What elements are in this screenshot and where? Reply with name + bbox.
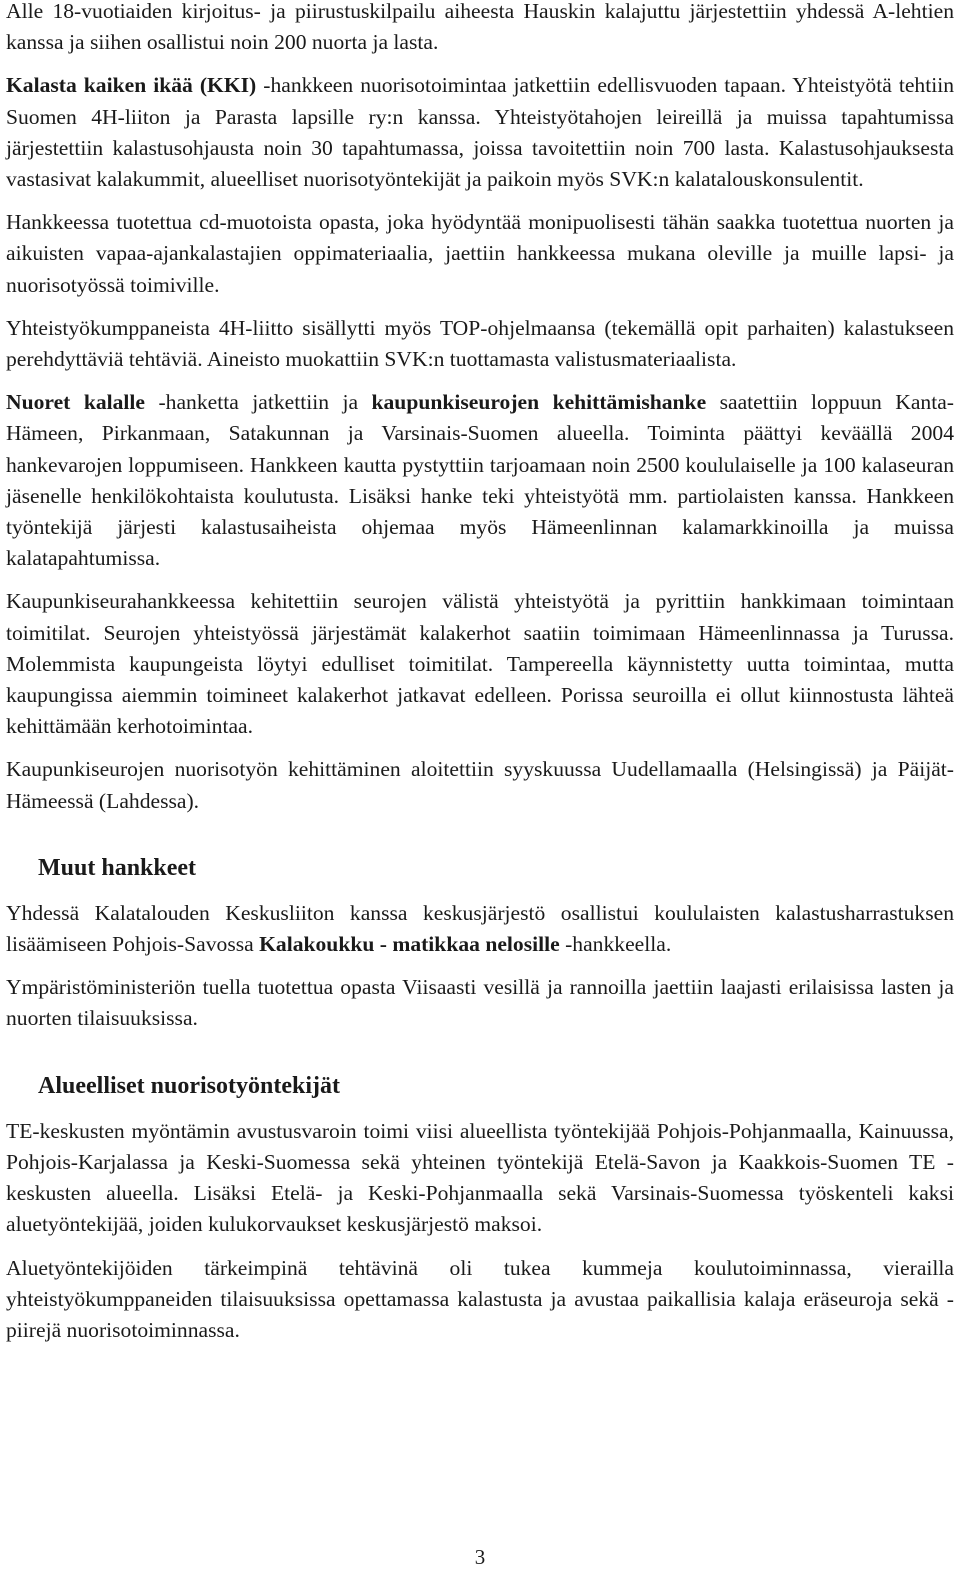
heading-alueelliset-nuorisotyontekijat: Alueelliset nuorisotyöntekijät [38, 1072, 340, 1099]
bold-kalakoukku: Kalakoukku - matikkaa nelosille [259, 932, 560, 957]
page-number: 3 [474, 1545, 486, 1569]
paragraph-nuoret-kalalle [6, 387, 954, 574]
paragraph-4h-top: Yhteistyökumppaneista 4H-liitto sisällytti myös TOP-ohjelmaansa (tekemällä opit parhaiten) kalastukseen perehdyttäviä tehtäviä. Aineisto muokattiin SVK:n tuottamasta valistusmateriaalista. [6, 315, 954, 372]
document-page [6, 0, 954, 1358]
paragraph-kaupunkiseura: Kaupunkiseurahankkeessa kehitettiin seurojen välistä yhteistyötä ja pyrittiin hankkimaan toimintaan toimitilat. Seurojen yhteistyössä järjestämät kalakerhot saatiin toimimaan Hämeenlinnassa ja Turussa. Molemmista kaupungeista löytyi edulliset toimitilat. Tampereella käynnistetty uutta toimintaa, mutta kaupungissa aiemmin toimineet kalakerhot jatkavat edelleen. Porissa seuroilla ei ollut kiinnostusta lähteä kehittämään kerhotoimintaa. [6, 589, 954, 739]
bold-kki-title: Kalasta kaiken ikää (KKI) [6, 73, 257, 98]
paragraph-kki [6, 70, 954, 195]
paragraph-nuoret-mid: -hanketta jatkettiin ja [145, 390, 372, 415]
bold-nuoret-kalalle: Nuoret kalalle [6, 390, 146, 415]
bold-kaupunkiseurojen-hanke: kaupunkiseurojen kehittämishanke [371, 390, 707, 415]
paragraph-kalakoukku-tail: -hankkeella. [559, 932, 672, 957]
paragraph-kki-text: -hankkeen nuorisotoimintaa jatkettiin edellisvuoden tapaan. Yhteistyötä tehtiin Suomen 4H-liiton ja Parasta lapsille ry:n kanssa. Yhteistyötahojen leireillä ja muissa tapahtumissa järjestettiin kalastusohjausta noin 30 tapahtumassa, joissa tavoitettiin noin 700 lasta. Kalastusohjauksesta vastasivat kalakummit, alueelliset nuorisotyöntekijät ja paikoin myös SVK:n kalatalouskonsulentit. [6, 73, 954, 192]
paragraph-nuorisotyon-kehittaminen: Kaupunkiseurojen nuorisotyön kehittäminen aloitettiin syyskuussa Uudellamaalla (Helsingissä) ja Päijät-Hämeessä (Lahdessa). [6, 757, 954, 813]
paragraph-te-keskukset: TE-keskusten myöntämin avustusvaroin toimi viisi alueellista työntekijää Pohjois-Pohjanmaalla, Kainuussa, Pohjois-Karjalassa ja Keski-Suomessa sekä yhteinen työntekijä Etelä-Savon ja Kaakkois-Suomen TE -keskusten alueella. Lisäksi Etelä- ja Keski-Pohjanmaalla sekä Varsinais-Suomessa työskenteli kaksi aluetyöntekijää, joiden kulukorvaukset keskusjärjestö maksoi. [6, 1118, 954, 1237]
paragraph-kalakoukku-text: Yhdessä Kalatalouden Keskusliiton kanssa keskusjärjestö osallistui koululaisten kalastusharrastuksen lisäämiseen Pohjois-Savossa [6, 900, 954, 957]
paragraph-nuoret-text: saatettiin loppuun Kanta-Hämeen, Pirkanmaan, Satakunnan ja Varsinais-Suomen alueella. Toiminta päättyi keväällä 2004 hankevarojen loppumiseen. Hankkeen kautta pystyttiin tarjoamaan noin 2500 koululaiselle ja 100 kalaseuran jäsenelle henkilökohtaista koulutusta. Lisäksi hanke teki yhteistyötä mm. partiolaisten kanssa. Hankkeen työntekijä järjesti kalastusaiheista ohjemaa myös Hämeenlinnan kalamarkkinoilla ja muissa kalatapahtumissa. [6, 390, 954, 571]
paragraph-viisaasti-vesilla: Ympäristöministeriön tuella tuotettua opasta Viisaasti vesillä ja rannoilla jaettiin laajasti erilaisissa lasten ja nuorten tilaisuuksissa. [6, 975, 954, 1031]
paragraph-kalakoukku [6, 898, 954, 960]
paragraph-aluetyontekijat: Aluetyöntekijöiden tärkeimpinä tehtävinä oli tukea kummeja koulutoiminnassa, vierailla yhteistyökumppaneiden tilaisuuksissa opettamassa kalastusta ja avustaa paikallisia kalaja eräseuroja sekä -piirejä nuorisotoiminnassa. [6, 1255, 954, 1342]
heading-muut-hankkeet: Muut hankkeet [38, 854, 197, 881]
paragraph-cd-opas: Hankkeessa tuotettua cd-muotoista opasta, joka hyödyntää monipuolisesti tähän saakka tuotettua nuorten ja aikuisten vapaa-ajankalastajien oppimateriaalia, jaettiin hankkeessa mukana oleville ja muille lapsi- ja nuorisotyössä toimiville. [6, 210, 954, 297]
paragraph-kilpailu: Alle 18-vuotiaiden kirjoitus- ja piirustuskilpailu aiheesta Hauskin kalajuttu järjestettiin yhdessä A-lehtien kanssa ja siihen osallistui noin 200 nuorta ja lasta. [6, 0, 954, 55]
